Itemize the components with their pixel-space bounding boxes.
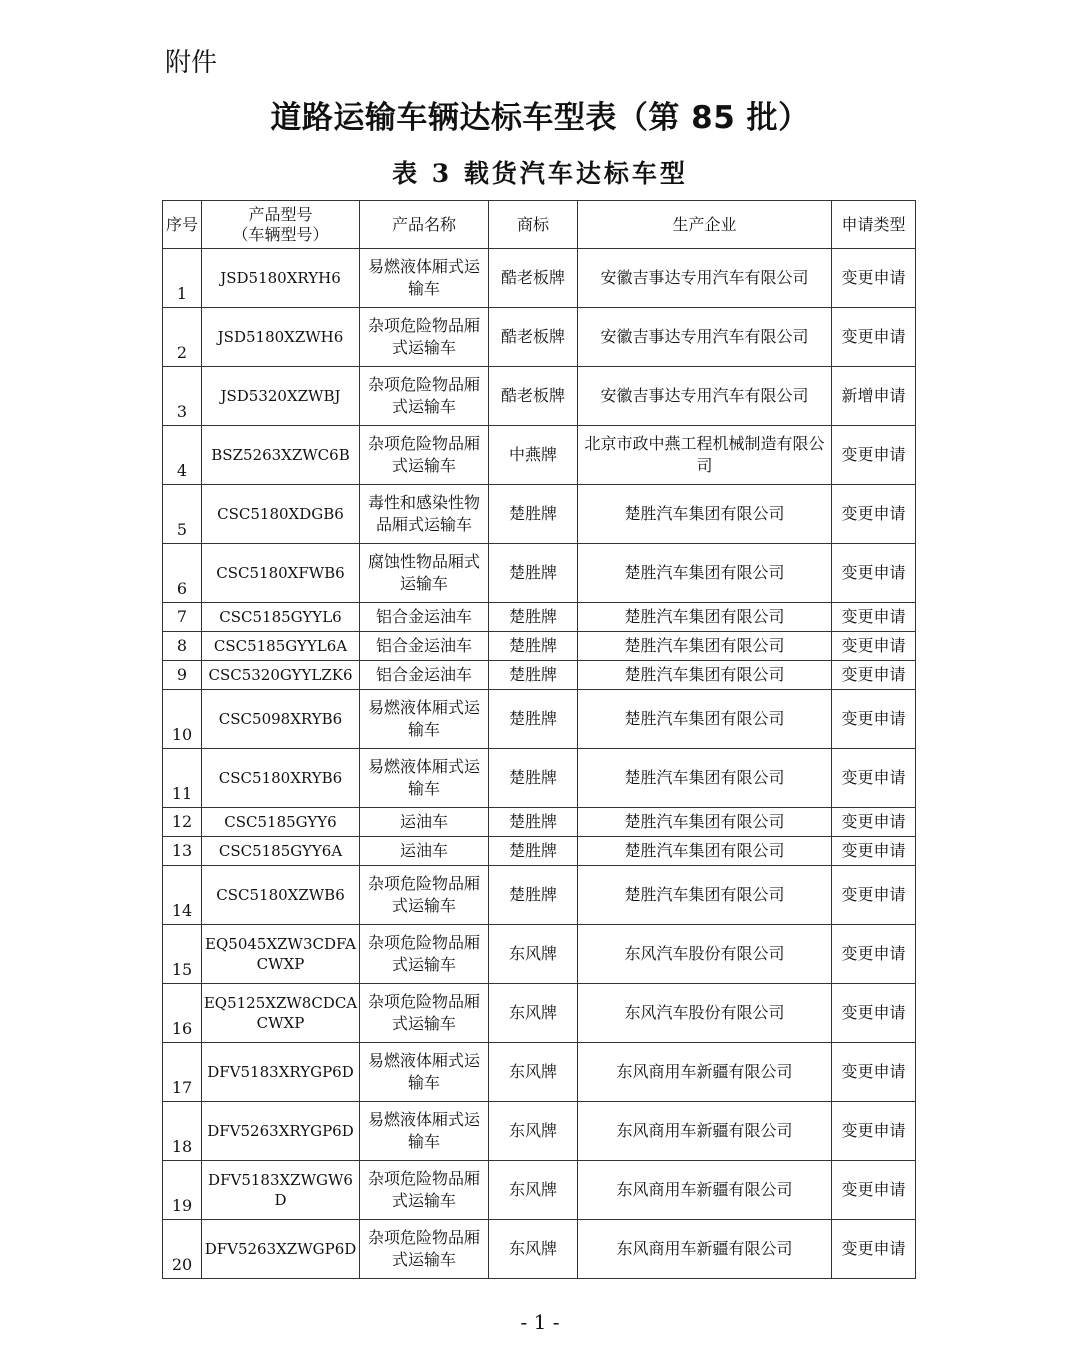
table-row xyxy=(163,1102,916,1161)
cell-product-model: CSC5180XZWB6 xyxy=(202,866,360,925)
attachment-label: 附件 xyxy=(165,48,218,78)
cell-brand-name: 东风牌 xyxy=(489,1102,578,1161)
cell-row-number: 12 xyxy=(163,808,202,837)
cell-product-name: 杂项危险物品厢式运输车 xyxy=(360,984,489,1043)
cell-product-name: 易燃液体厢式运输车 xyxy=(360,1043,489,1102)
cell-product-model: CSC5185GYY6 xyxy=(202,808,360,837)
cell-brand-name: 酷老板牌 xyxy=(489,367,578,426)
cell-product-model: JSD5180XRYH6 xyxy=(202,249,360,308)
cell-brand-name: 楚胜牌 xyxy=(489,808,578,837)
table-row xyxy=(163,308,916,367)
cell-row-number: 14 xyxy=(163,866,202,925)
table-row xyxy=(163,426,916,485)
cell-application-type: 变更申请 xyxy=(832,925,916,984)
cell-brand-name: 东风牌 xyxy=(489,1220,578,1279)
cell-product-name: 毒性和感染性物品厢式运输车 xyxy=(360,485,489,544)
cell-brand-name: 楚胜牌 xyxy=(489,837,578,866)
table-row xyxy=(163,544,916,603)
cell-manufacturer: 东风汽车股份有限公司 xyxy=(578,925,832,984)
cell-manufacturer: 楚胜汽车集团有限公司 xyxy=(578,661,832,690)
cell-row-number: 7 xyxy=(163,603,202,632)
cell-product-name: 腐蚀性物品厢式运输车 xyxy=(360,544,489,603)
cell-brand-name: 酷老板牌 xyxy=(489,308,578,367)
cell-row-number: 3 xyxy=(163,367,202,426)
cell-application-type: 变更申请 xyxy=(832,661,916,690)
cell-row-number: 18 xyxy=(163,1102,202,1161)
cell-product-model: CSC5180XRYB6 xyxy=(202,749,360,808)
cell-brand-name: 酷老板牌 xyxy=(489,249,578,308)
cell-product-name: 杂项危险物品厢式运输车 xyxy=(360,1220,489,1279)
cell-brand-name: 楚胜牌 xyxy=(489,544,578,603)
cell-brand-name: 东风牌 xyxy=(489,1161,578,1220)
cell-row-number: 8 xyxy=(163,632,202,661)
cell-row-number: 15 xyxy=(163,925,202,984)
cell-application-type: 新增申请 xyxy=(832,367,916,426)
cell-manufacturer: 东风商用车新疆有限公司 xyxy=(578,1102,832,1161)
table-row xyxy=(163,485,916,544)
table-row xyxy=(163,808,916,837)
cell-manufacturer: 楚胜汽车集团有限公司 xyxy=(578,808,832,837)
cell-product-model: DFV5183XZWGW6D xyxy=(202,1161,360,1220)
cell-brand-name: 楚胜牌 xyxy=(489,749,578,808)
header-company: 生产企业 xyxy=(578,201,832,249)
cell-row-number: 19 xyxy=(163,1161,202,1220)
cell-product-model: CSC5180XDGB6 xyxy=(202,485,360,544)
cell-manufacturer: 楚胜汽车集团有限公司 xyxy=(578,603,832,632)
cell-product-model: JSD5320XZWBJ xyxy=(202,367,360,426)
cell-product-model: CSC5098XRYB6 xyxy=(202,690,360,749)
cell-row-number: 17 xyxy=(163,1043,202,1102)
cell-application-type: 变更申请 xyxy=(832,866,916,925)
cell-row-number: 2 xyxy=(163,308,202,367)
cell-manufacturer: 东风商用车新疆有限公司 xyxy=(578,1220,832,1279)
cell-product-name: 运油车 xyxy=(360,808,489,837)
cell-brand-name: 东风牌 xyxy=(489,984,578,1043)
cell-brand-name: 东风牌 xyxy=(489,1043,578,1102)
page-number: - 1 - xyxy=(520,1310,560,1334)
table-row xyxy=(163,367,916,426)
table-row xyxy=(163,837,916,866)
cell-row-number: 9 xyxy=(163,661,202,690)
cell-application-type: 变更申请 xyxy=(832,808,916,837)
cell-product-name: 杂项危险物品厢式运输车 xyxy=(360,308,489,367)
cell-product-model: CSC5185GYY6A xyxy=(202,837,360,866)
cell-product-name: 杂项危险物品厢式运输车 xyxy=(360,866,489,925)
cell-product-name: 铝合金运油车 xyxy=(360,603,489,632)
header-brand: 商标 xyxy=(489,201,578,249)
table-row xyxy=(163,249,916,308)
cell-manufacturer: 楚胜汽车集团有限公司 xyxy=(578,544,832,603)
cell-manufacturer: 东风商用车新疆有限公司 xyxy=(578,1161,832,1220)
table-row xyxy=(163,984,916,1043)
cell-product-name: 易燃液体厢式运输车 xyxy=(360,1102,489,1161)
table-row xyxy=(163,603,916,632)
cell-manufacturer: 楚胜汽车集团有限公司 xyxy=(578,837,832,866)
table-row xyxy=(163,1161,916,1220)
cell-manufacturer: 东风商用车新疆有限公司 xyxy=(578,1043,832,1102)
cell-manufacturer: 安徽吉事达专用汽车有限公司 xyxy=(578,367,832,426)
cell-product-model: CSC5180XFWB6 xyxy=(202,544,360,603)
cell-product-name: 杂项危险物品厢式运输车 xyxy=(360,367,489,426)
cell-row-number: 16 xyxy=(163,984,202,1043)
cell-brand-name: 楚胜牌 xyxy=(489,690,578,749)
table-row xyxy=(163,1220,916,1279)
cell-product-model: DFV5263XZWGP6D xyxy=(202,1220,360,1279)
cell-product-model: EQ5125XZW8CDCACWXP xyxy=(202,984,360,1043)
vehicle-table xyxy=(162,200,916,1279)
cell-manufacturer: 楚胜汽车集团有限公司 xyxy=(578,690,832,749)
cell-row-number: 5 xyxy=(163,485,202,544)
table-row xyxy=(163,632,916,661)
cell-row-number: 1 xyxy=(163,249,202,308)
cell-application-type: 变更申请 xyxy=(832,544,916,603)
cell-manufacturer: 楚胜汽车集团有限公司 xyxy=(578,632,832,661)
cell-product-model: JSD5180XZWH6 xyxy=(202,308,360,367)
cell-application-type: 变更申请 xyxy=(832,984,916,1043)
cell-application-type: 变更申请 xyxy=(832,1161,916,1220)
cell-manufacturer: 楚胜汽车集团有限公司 xyxy=(578,485,832,544)
cell-product-name: 易燃液体厢式运输车 xyxy=(360,690,489,749)
table-subtitle: 表 3 载货汽车达标车型 xyxy=(392,159,688,188)
cell-manufacturer: 楚胜汽车集团有限公司 xyxy=(578,866,832,925)
cell-product-model: DFV5263XRYGP6D xyxy=(202,1102,360,1161)
cell-application-type: 变更申请 xyxy=(832,749,916,808)
cell-product-model: DFV5183XRYGP6D xyxy=(202,1043,360,1102)
cell-manufacturer: 安徽吉事达专用汽车有限公司 xyxy=(578,249,832,308)
cell-product-name: 铝合金运油车 xyxy=(360,632,489,661)
cell-product-name: 运油车 xyxy=(360,837,489,866)
cell-brand-name: 东风牌 xyxy=(489,925,578,984)
cell-product-model: BSZ5263XZWC6B xyxy=(202,426,360,485)
cell-product-name: 杂项危险物品厢式运输车 xyxy=(360,426,489,485)
cell-product-name: 易燃液体厢式运输车 xyxy=(360,249,489,308)
cell-manufacturer: 东风汽车股份有限公司 xyxy=(578,984,832,1043)
cell-brand-name: 楚胜牌 xyxy=(489,661,578,690)
header-model xyxy=(202,201,360,249)
cell-product-model: CSC5185GYYL6 xyxy=(202,603,360,632)
table-row xyxy=(163,925,916,984)
cell-application-type: 变更申请 xyxy=(832,426,916,485)
cell-brand-name: 楚胜牌 xyxy=(489,866,578,925)
header-model-line2: （车辆型号） xyxy=(232,224,329,244)
header-model-line1: 产品型号 xyxy=(248,204,313,224)
cell-row-number: 11 xyxy=(163,749,202,808)
header-name: 产品名称 xyxy=(360,201,489,249)
cell-product-model: EQ5045XZW3CDFACWXP xyxy=(202,925,360,984)
cell-product-name: 杂项危险物品厢式运输车 xyxy=(360,1161,489,1220)
cell-brand-name: 楚胜牌 xyxy=(489,485,578,544)
cell-manufacturer: 北京市政中燕工程机械制造有限公司 xyxy=(578,426,832,485)
cell-row-number: 10 xyxy=(163,690,202,749)
cell-product-model: CSC5185GYYL6A xyxy=(202,632,360,661)
cell-application-type: 变更申请 xyxy=(832,249,916,308)
cell-brand-name: 中燕牌 xyxy=(489,426,578,485)
cell-application-type: 变更申请 xyxy=(832,603,916,632)
header-type: 申请类型 xyxy=(832,201,916,249)
cell-product-name: 易燃液体厢式运输车 xyxy=(360,749,489,808)
cell-manufacturer: 楚胜汽车集团有限公司 xyxy=(578,749,832,808)
cell-application-type: 变更申请 xyxy=(832,308,916,367)
cell-brand-name: 楚胜牌 xyxy=(489,603,578,632)
table-row xyxy=(163,749,916,808)
table-header-row xyxy=(163,201,916,249)
cell-application-type: 变更申请 xyxy=(832,837,916,866)
cell-product-name: 铝合金运油车 xyxy=(360,661,489,690)
cell-row-number: 13 xyxy=(163,837,202,866)
cell-row-number: 6 xyxy=(163,544,202,603)
cell-row-number: 20 xyxy=(163,1220,202,1279)
cell-row-number: 4 xyxy=(163,426,202,485)
table-row xyxy=(163,690,916,749)
table-row xyxy=(163,1043,916,1102)
cell-manufacturer: 安徽吉事达专用汽车有限公司 xyxy=(578,308,832,367)
cell-product-model: CSC5320GYYLZK6 xyxy=(202,661,360,690)
cell-product-name: 杂项危险物品厢式运输车 xyxy=(360,925,489,984)
cell-application-type: 变更申请 xyxy=(832,1220,916,1279)
cell-application-type: 变更申请 xyxy=(832,1102,916,1161)
document-title: 道路运输车辆达标车型表（第 85 批） xyxy=(270,100,810,136)
table-row xyxy=(163,866,916,925)
cell-application-type: 变更申请 xyxy=(832,632,916,661)
cell-brand-name: 楚胜牌 xyxy=(489,632,578,661)
cell-application-type: 变更申请 xyxy=(832,1043,916,1102)
cell-application-type: 变更申请 xyxy=(832,485,916,544)
cell-application-type: 变更申请 xyxy=(832,690,916,749)
table-row xyxy=(163,661,916,690)
header-seq: 序号 xyxy=(163,201,202,249)
